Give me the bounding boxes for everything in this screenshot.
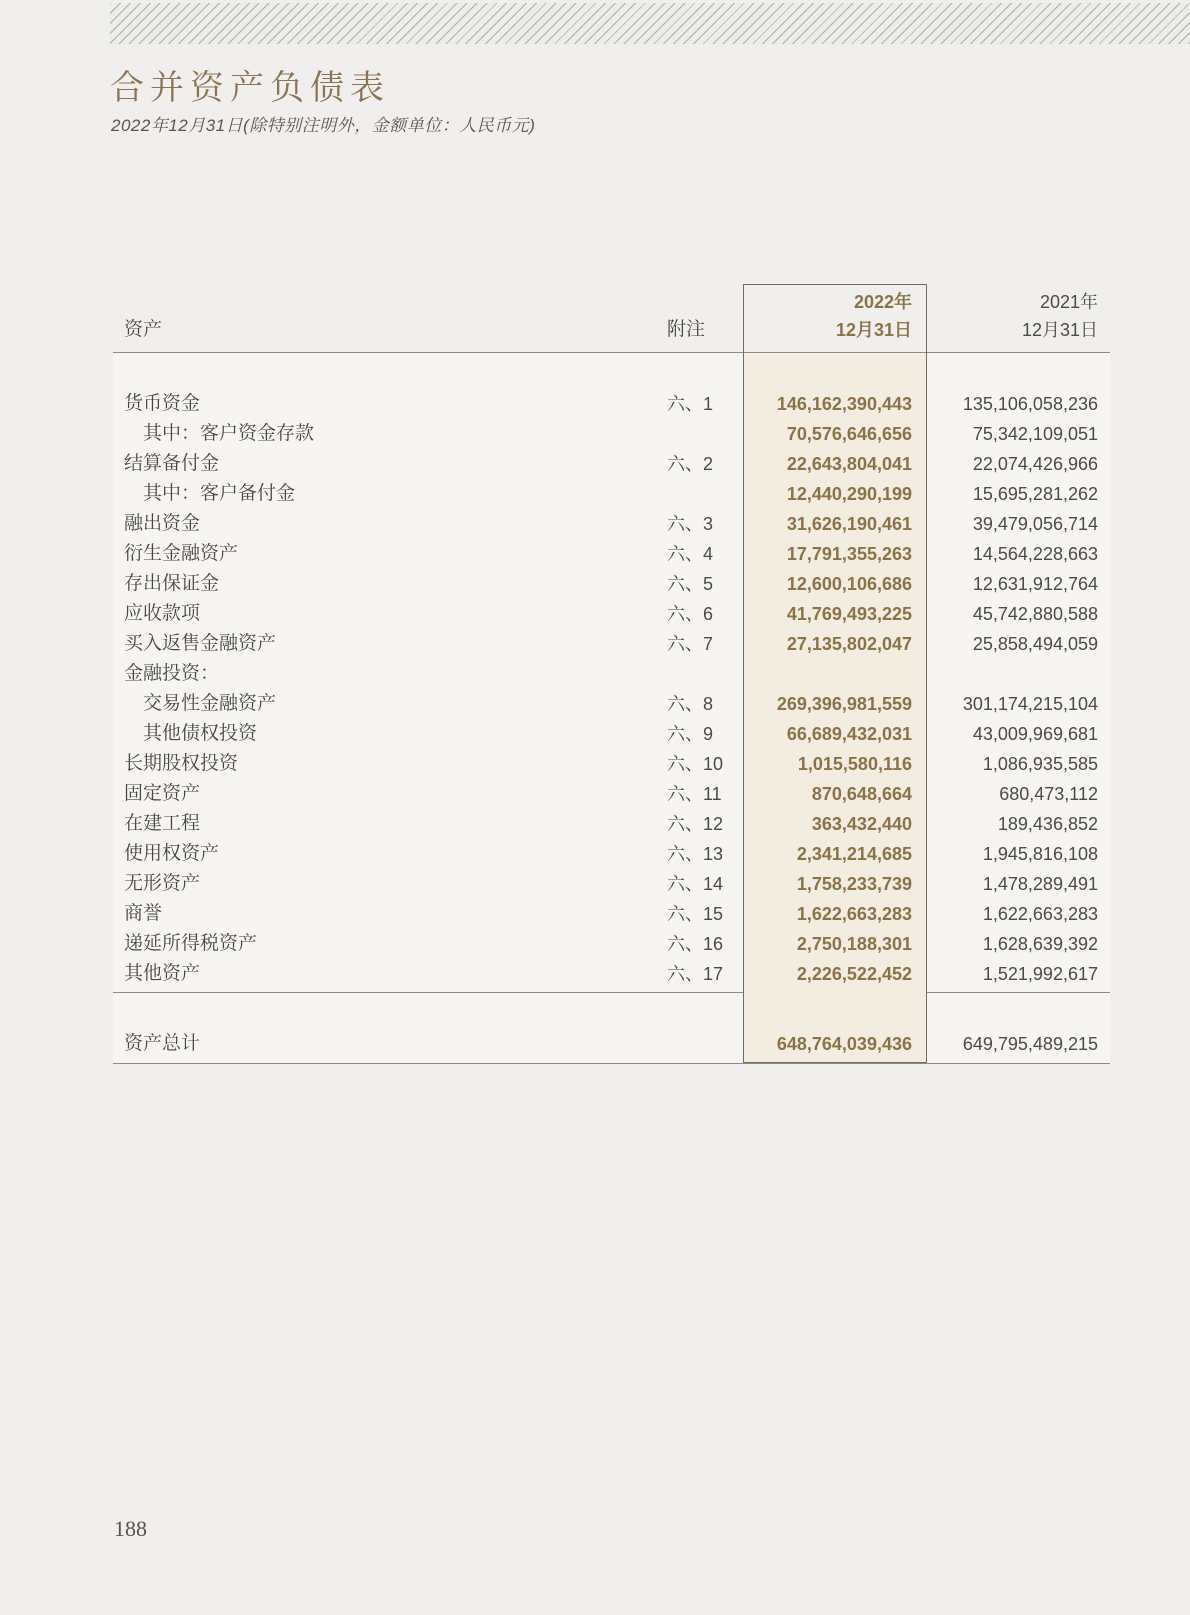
table-row — [113, 869, 1110, 899]
hatch-pattern — [110, 3, 1190, 44]
row-note: 六、16 — [667, 934, 724, 954]
row-note: 六、6 — [667, 604, 714, 624]
column-header-2021-year: 2021年 — [1039, 292, 1098, 312]
table-row — [113, 629, 1110, 659]
row-label: 其中：客户资金存款 — [143, 423, 315, 444]
row-note: 六、4 — [667, 544, 714, 564]
row-label: 应收款项 — [124, 603, 201, 624]
total-label: 资产总计 — [124, 1033, 201, 1054]
row-value-2022: 870,648,664 — [811, 784, 912, 804]
table-row — [113, 749, 1110, 779]
row-value-2022: 269,396,981,559 — [776, 694, 912, 714]
table-bottom-rule — [113, 1063, 1110, 1064]
row-value-2021: 1,628,639,392 — [982, 934, 1098, 954]
row-value-2021: 301,174,215,104 — [962, 694, 1098, 714]
table-row — [113, 839, 1110, 869]
column-header-assets: 资产 — [124, 319, 163, 340]
row-note: 六、8 — [667, 694, 714, 714]
row-note: 六、14 — [667, 874, 724, 894]
row-label: 融出资金 — [124, 513, 201, 534]
row-value-2022: 1,622,663,283 — [796, 904, 912, 924]
table-row — [113, 959, 1110, 989]
row-label: 无形资产 — [124, 873, 201, 894]
table-row — [113, 599, 1110, 629]
row-note: 六、9 — [667, 724, 714, 744]
row-value-2021: 22,074,426,966 — [972, 454, 1098, 474]
row-value-2021: 15,695,281,262 — [972, 484, 1098, 504]
row-value-2022: 66,689,432,031 — [786, 724, 912, 744]
row-value-2022: 1,015,580,116 — [797, 754, 912, 774]
row-value-2021: 12,631,912,764 — [972, 574, 1098, 594]
row-note: 六、10 — [667, 754, 724, 774]
row-label: 金融投资： — [124, 663, 220, 684]
row-value-2021: 45,742,880,588 — [972, 604, 1098, 624]
table-row — [113, 809, 1110, 839]
row-label: 衍生金融资产 — [124, 543, 239, 564]
row-value-2022: 2,226,522,452 — [796, 964, 912, 984]
row-label: 货币资金 — [124, 393, 201, 414]
row-value-2022: 2,341,214,685 — [796, 844, 912, 864]
row-note: 六、5 — [667, 574, 714, 594]
row-label: 交易性金融资产 — [143, 693, 277, 714]
row-label: 商誉 — [124, 903, 163, 924]
row-value-2022: 22,643,804,041 — [786, 454, 912, 474]
row-label: 其他资产 — [124, 963, 201, 984]
column-header-note: 附注 — [667, 319, 706, 340]
row-value-2022: 17,791,355,263 — [786, 544, 912, 564]
row-value-2022: 363,432,440 — [811, 814, 912, 834]
table-total-separator-rule — [113, 992, 1110, 993]
row-value-2022: 27,135,802,047 — [786, 634, 912, 654]
row-value-2022: 12,600,106,686 — [786, 574, 912, 594]
table-row — [113, 929, 1110, 959]
table-row — [113, 389, 1110, 419]
row-value-2021: 1,622,663,283 — [982, 904, 1098, 924]
row-label: 存出保证金 — [124, 573, 220, 594]
table-row — [113, 509, 1110, 539]
row-note: 六、17 — [667, 964, 724, 984]
row-note: 六、1 — [667, 394, 714, 414]
row-value-2022: 2,750,188,301 — [796, 934, 912, 954]
row-value-2021: 14,564,228,663 — [972, 544, 1098, 564]
row-value-2021: 25,858,494,059 — [972, 634, 1098, 654]
table-row — [113, 689, 1110, 719]
row-value-2021: 1,086,935,585 — [982, 754, 1098, 774]
table-row — [113, 419, 1110, 449]
total-row — [113, 1029, 1110, 1059]
table-row — [113, 659, 1110, 689]
table-row — [113, 779, 1110, 809]
row-value-2022: 1,758,233,739 — [796, 874, 912, 894]
row-value-2021: 75,342,109,051 — [972, 424, 1098, 444]
table-row — [113, 539, 1110, 569]
row-label: 其他债权投资 — [143, 723, 258, 744]
row-value-2022: 31,626,190,461 — [786, 514, 912, 534]
table-row — [113, 569, 1110, 599]
page-number: 188 — [114, 1516, 147, 1541]
total-value-2022: 648,764,039,436 — [776, 1034, 912, 1054]
total-value-2021: 649,795,489,215 — [962, 1034, 1098, 1054]
row-note: 六、3 — [667, 514, 714, 534]
row-value-2022: 70,576,646,656 — [786, 424, 912, 444]
row-value-2021: 43,009,969,681 — [972, 724, 1098, 744]
row-note: 六、13 — [667, 844, 724, 864]
column-header-2022-year: 2022年 — [853, 292, 912, 312]
row-value-2021: 135,106,058,236 — [962, 394, 1098, 414]
row-value-2022: 41,769,493,225 — [786, 604, 912, 624]
table-row — [113, 719, 1110, 749]
table-header-rule — [113, 352, 1110, 353]
row-label: 递延所得税资产 — [124, 933, 258, 954]
row-note: 六、2 — [667, 454, 714, 474]
column-header-2021-date: 12月31日 — [1021, 320, 1098, 340]
row-label: 长期股权投资 — [124, 753, 239, 774]
row-label: 买入返售金融资产 — [124, 633, 277, 654]
row-value-2022: 12,440,290,199 — [786, 484, 912, 504]
page-title: 合并资产负债表 — [110, 70, 390, 107]
row-note: 六、11 — [667, 784, 722, 804]
row-value-2021: 1,478,289,491 — [982, 874, 1098, 894]
row-label: 其中：客户备付金 — [143, 483, 296, 504]
row-label: 结算备付金 — [124, 453, 220, 474]
row-note: 六、7 — [667, 634, 714, 654]
row-value-2021: 1,945,816,108 — [982, 844, 1098, 864]
column-header-2022-date: 12月31日 — [835, 320, 912, 340]
row-label: 在建工程 — [124, 813, 201, 834]
row-value-2021: 189,436,852 — [997, 814, 1098, 834]
table-row — [113, 449, 1110, 479]
table-row — [113, 899, 1110, 929]
row-value-2021: 680,473,112 — [999, 784, 1098, 804]
row-note: 六、12 — [667, 814, 724, 834]
page-subtitle: 2022年12月31日(除特别注明外，金额单位：人民币元) — [111, 116, 536, 135]
row-note: 六、15 — [667, 904, 724, 924]
table-row — [113, 479, 1110, 509]
row-value-2022: 146,162,390,443 — [776, 394, 912, 414]
row-value-2021: 39,479,056,714 — [972, 514, 1098, 534]
row-value-2021: 1,521,992,617 — [982, 964, 1098, 984]
row-label: 使用权资产 — [124, 843, 220, 864]
row-label: 固定资产 — [124, 783, 201, 804]
